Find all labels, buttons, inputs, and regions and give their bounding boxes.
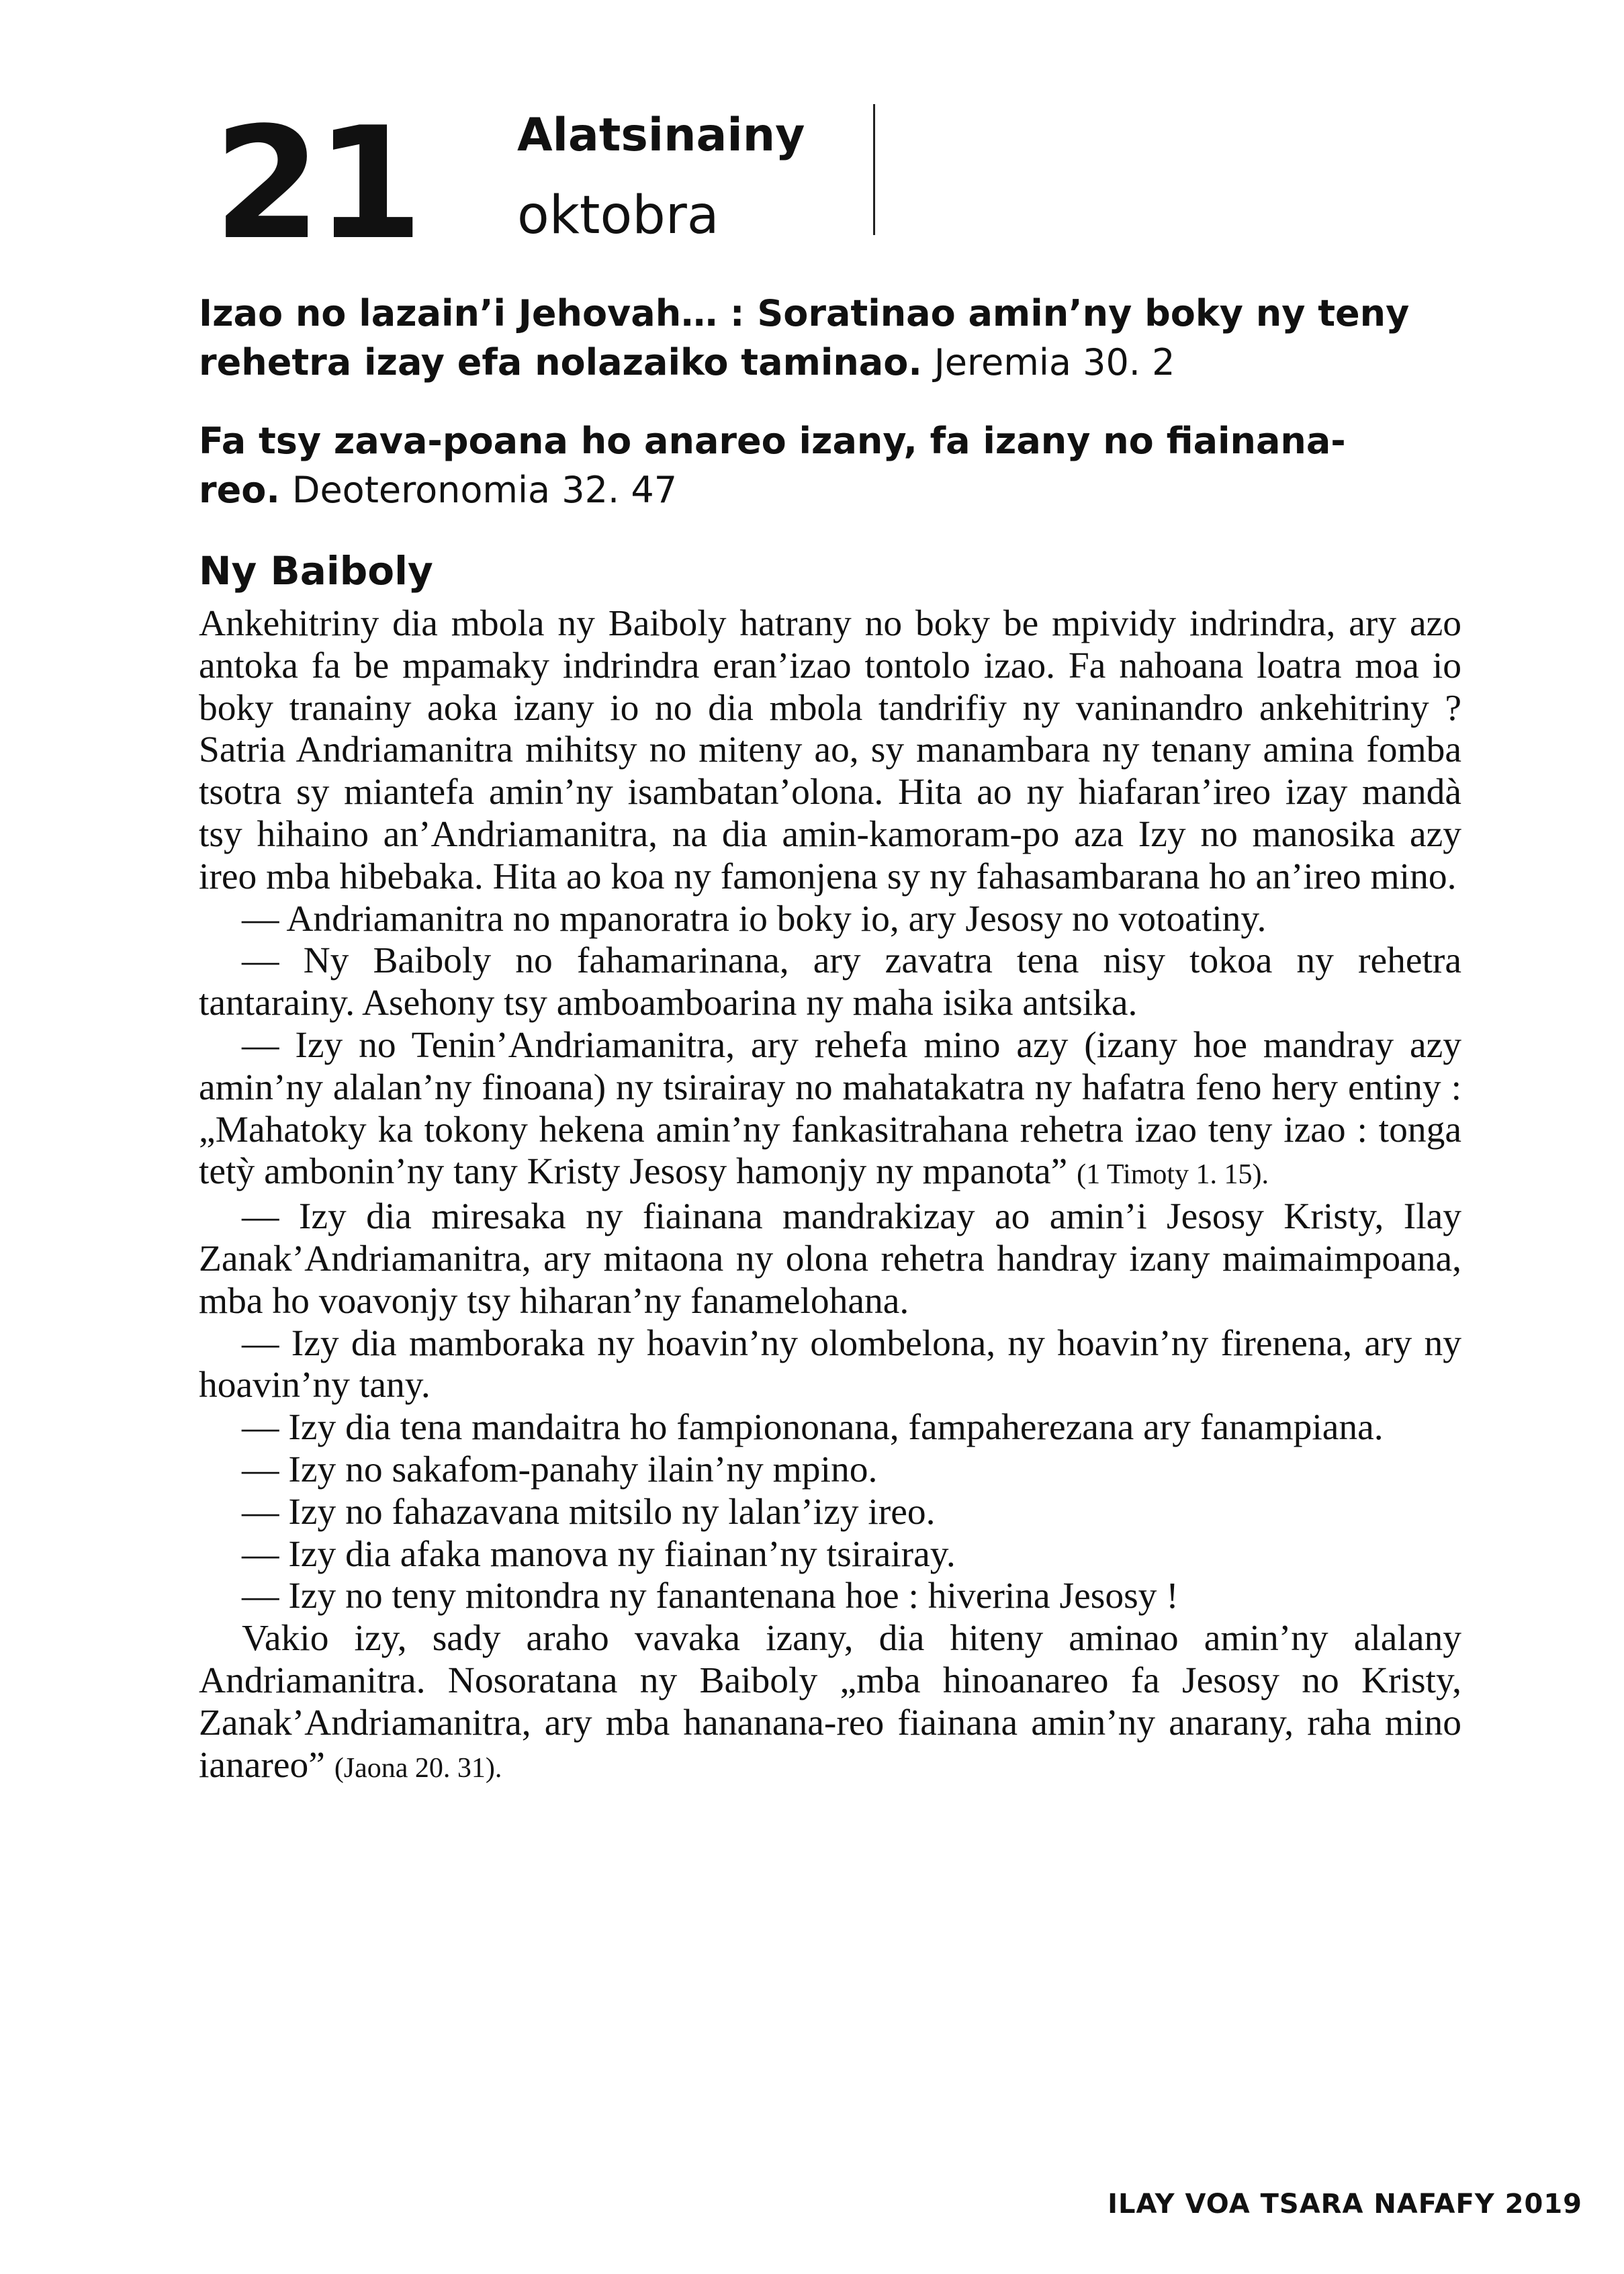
paragraph: — Ny Baiboly no fahamarinana, ary zavatra tena nisy tokoa ny rehetra tantarainy. Asehony tsy amboamboarina ny maha isika antsika. xyxy=(199,940,1461,1024)
paragraph: — Izy dia afaka manova ny fiainan’ny tsirairay. xyxy=(242,1533,956,1575)
month-label: oktobra xyxy=(517,185,719,246)
verse-2 xyxy=(199,416,1461,514)
scripture-reference: (1 Timoty 1. 15). xyxy=(1077,1159,1269,1191)
paragraph: Ankehitriny dia mbola ny Baiboly hatrany no boky be mpividy indrindra, ary azo antoka fa be mpamaky indrindra eran’izao tontolo izao. Fa nahoana loatra moa io boky tranainy aoka izany io no dia mbola tandrifiy ny vaninandro ankehitriny ? Satria Andriamanitra mihitsy no miteny ao, sy manambara ny tenany amina fomba tsotra sy miantefa amin’ny isambatan’olona. Hita ao ny hiafaran’ireo izay mandà tsy hihaino an’Andriamanitra, na dia amin-kamoram-po aza Izy no manosika azy ireo mba hibebaka. Hita ao koa ny famonjena sy ny fahasambarana ho an’ireo mino. xyxy=(199,603,1461,897)
footer-title: ILAY VOA TSARA NAFAFY 2019 xyxy=(1108,2189,1582,2220)
weekday-label: Alatsinainy xyxy=(517,109,805,162)
paragraph: — Izy dia tena mandaitra ho fampiononana, fampaherezana ary fanampiana. xyxy=(242,1407,1384,1449)
paragraph: — Izy no fahazavana mitsilo ny lalan’izy ireo. xyxy=(242,1491,936,1533)
paragraph: — Andriamanitra no mpanoratra io boky io, ary Jesosy no votoatiny. xyxy=(242,898,1267,940)
paragraph: Vakio izy, sady araho vavaka izany, dia hiteny aminao amin’ny alalany Andriamanitra. Nosoratana ny Baiboly „mba hinoanareo fa Jesosy no Kristy, Zanak’Andriamanitra, ary mba hananana-reo fiainana amin’ny anarany, raha mino ianareo” (Jaona 20. 31). xyxy=(199,1618,1461,1786)
article-body xyxy=(199,603,1461,1789)
scripture-reference: (Jaona 20. 31). xyxy=(334,1752,502,1784)
paragraph: — Izy dia miresaka ny fiainana mandrakizay ao amin’i Jesosy Kristy, Ilay Zanak’Andriamanitra, ary mitaona ny olona rehetra handray izany maimaimpoana, mba ho voavonjy tsy hiharan’ny fanamelohana. xyxy=(199,1196,1461,1322)
header-divider xyxy=(873,104,875,235)
verse-text: Fa tsy zava-poana ho anareo izany, fa izany no fiainana-reo. xyxy=(199,420,1346,511)
paragraph: — Izy no teny mitondra ny fanantenana hoe : hiverina Jesosy ! xyxy=(242,1576,1179,1617)
paragraph: — Izy no sakafom-panahy ilain’ny mpino. xyxy=(242,1449,878,1490)
paragraph: — Izy no Tenin’Andriamanitra, ary rehefa mino azy (izany hoe mandray azy amin’ny alalan’ny finoana) ny tsirairay no mahatakatra ny hafatra feno hery entiny : „Mahatoky ka tokony hekena amin’ny fankasitrahana rehetra izao teny izao : tonga tetỳ ambonin’ny tany Kristy Jesosy hamonjy ny mpanota” (1 Timoty 1. 15). xyxy=(199,1024,1461,1193)
verse-reference: Deoteronomia 32. 47 xyxy=(291,469,678,511)
day-number: 21 xyxy=(214,95,418,274)
paragraph: — Izy dia mamboraka ny hoavin’ny olombelona, ny hoavin’ny firenena, ary ny hoavin’ny tany. xyxy=(199,1322,1461,1406)
section-title: Ny Baiboly xyxy=(199,548,433,594)
verse-1 xyxy=(199,289,1461,387)
verse-text: Izao no lazain’i Jehovah… : Soratinao amin’ny boky ny teny rehetra izay efa nolazaiko taminao. xyxy=(199,292,1410,383)
verse-reference: Jeremia 30. 2 xyxy=(934,341,1175,383)
